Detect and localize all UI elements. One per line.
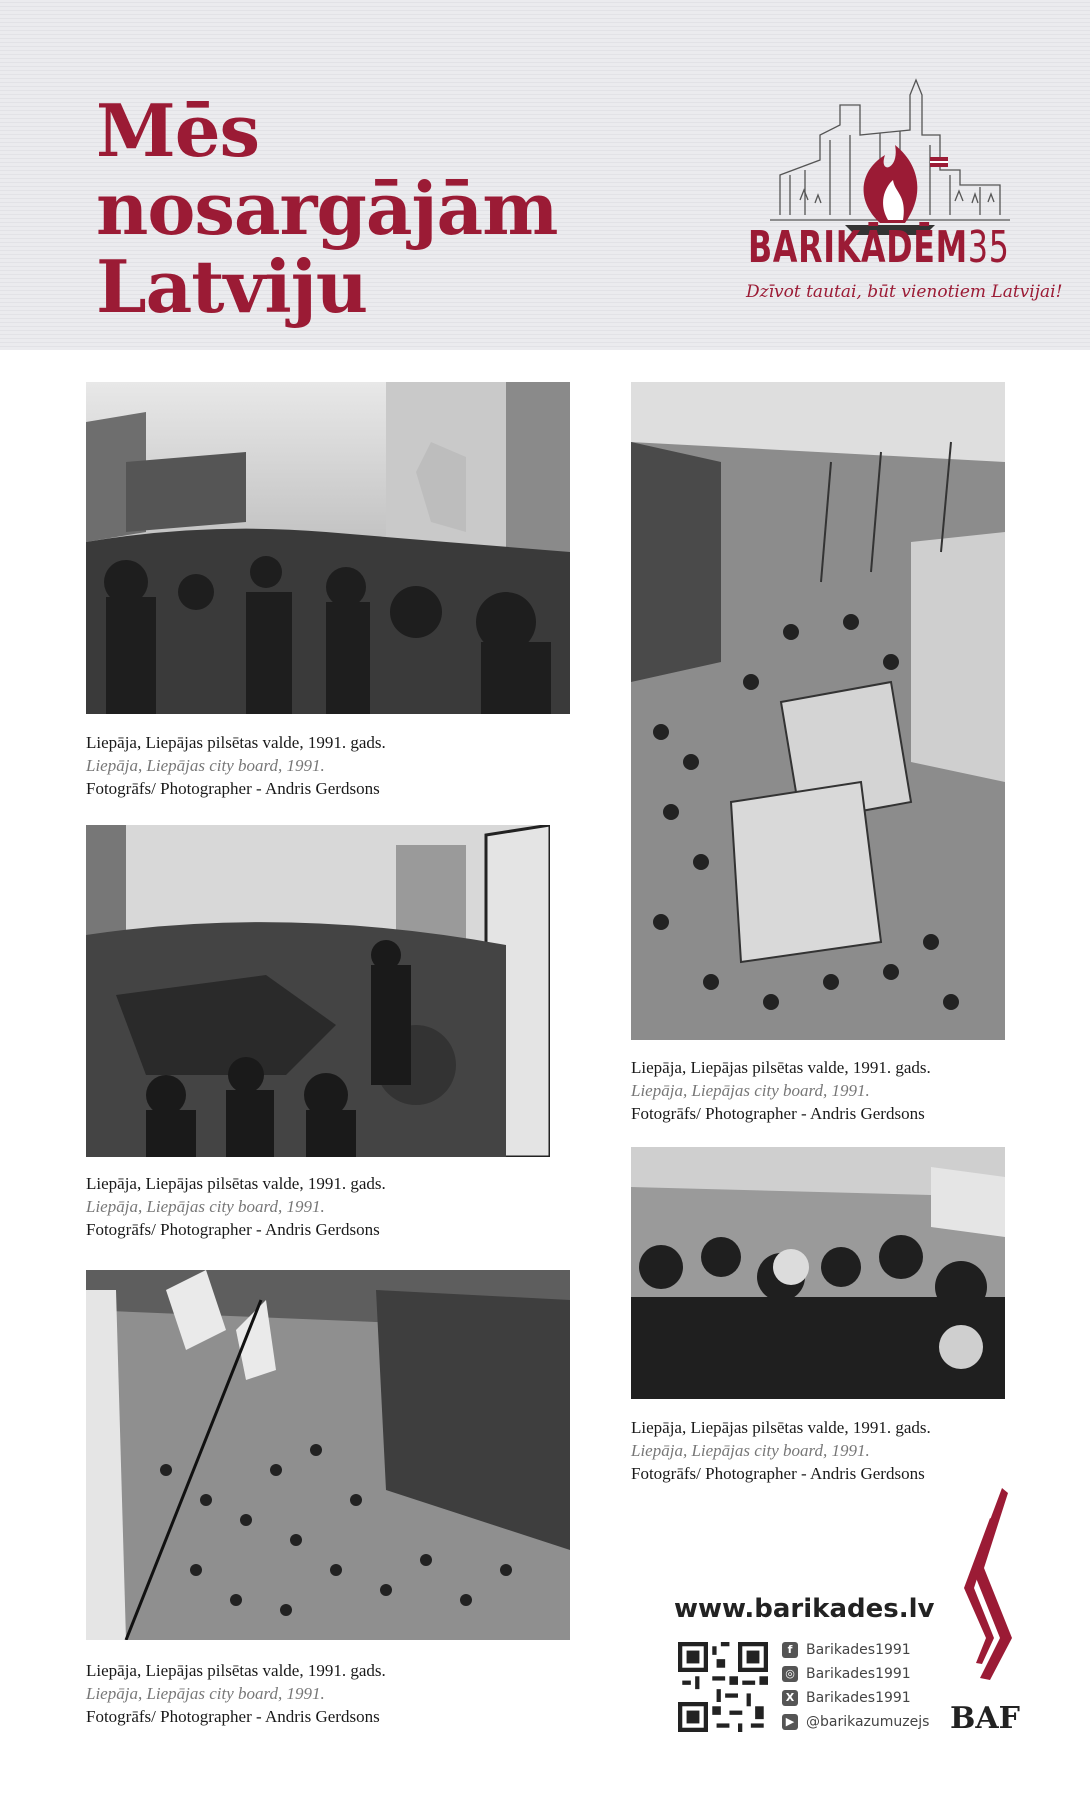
photo-caption: [86, 1659, 526, 1728]
photo-vehicles-crowd: [631, 382, 1005, 1040]
photographer-credit: Fotogrāfs/ Photographer - Andris Gerdsons: [86, 1220, 380, 1239]
youtube-icon: ▶: [782, 1714, 798, 1730]
header-banner: [0, 0, 1090, 350]
caption-en: Liepāja, Liepājas city board, 1991.: [86, 1684, 325, 1703]
title-line-1: Mēs: [96, 88, 260, 173]
logo-name: BARIKĀDĒM35: [748, 222, 1010, 273]
website-link[interactable]: www.barikades.lv: [674, 1594, 935, 1624]
caption-lv: Liepāja, Liepājas pilsētas valde, 1991. gads.: [86, 1174, 386, 1193]
facebook-icon: f: [782, 1642, 798, 1658]
caption-lv: Liepāja, Liepājas pilsētas valde, 1991. gads.: [631, 1058, 931, 1077]
caption-lv: Liepāja, Liepājas pilsētas valde, 1991. gads.: [631, 1418, 931, 1437]
title-line-2: nosargājām: [96, 166, 558, 251]
x-icon: X: [782, 1690, 798, 1706]
social-links: [782, 1638, 929, 1734]
photographer-credit: Fotogrāfs/ Photographer - Andris Gerdsons: [631, 1104, 925, 1123]
photo-tractor-crowd: [86, 825, 550, 1157]
photo-caption: [631, 1416, 1071, 1485]
photo-aerial-crowd: [86, 1270, 570, 1640]
photographer-credit: Fotogrāfs/ Photographer - Andris Gerdsons: [631, 1464, 925, 1483]
photo-crowd-street: [86, 382, 570, 714]
caption-en: Liepāja, Liepājas city board, 1991.: [86, 756, 325, 775]
page-title: [96, 88, 558, 329]
logo-motto: Dzīvot tautai, būt vienotiem Latvijai!: [746, 282, 1063, 302]
social-handle: Barikades1991: [806, 1666, 911, 1682]
qr-code[interactable]: [678, 1642, 768, 1732]
instagram-icon: ◎: [782, 1666, 798, 1682]
caption-lv: Liepāja, Liepājas pilsētas valde, 1991. gads.: [86, 1661, 386, 1680]
caption-lv: Liepāja, Liepājas pilsētas valde, 1991. gads.: [86, 733, 386, 752]
photographer-credit: Fotogrāfs/ Photographer - Andris Gerdsons: [86, 779, 380, 798]
photo-caption: [86, 731, 526, 800]
social-handle: Barikades1991: [806, 1690, 911, 1706]
social-youtube[interactable]: [782, 1710, 929, 1734]
title-line-3: Latviju: [96, 244, 368, 329]
baf-logo-text: BAF: [950, 1701, 1020, 1736]
social-facebook[interactable]: [782, 1638, 929, 1662]
photographer-credit: Fotogrāfs/ Photographer - Andris Gerdsons: [86, 1707, 380, 1726]
social-x[interactable]: [782, 1686, 929, 1710]
photo-caption: [631, 1056, 1071, 1125]
social-handle: Barikades1991: [806, 1642, 911, 1658]
photo-crowd-closeup: [631, 1147, 1005, 1399]
social-handle: @barikazumuzejs: [806, 1714, 930, 1730]
photo-caption: [86, 1172, 526, 1241]
caption-en: Liepāja, Liepājas city board, 1991.: [86, 1197, 325, 1216]
caption-en: Liepāja, Liepājas city board, 1991.: [631, 1081, 870, 1100]
social-instagram[interactable]: [782, 1662, 929, 1686]
baf-logo: [950, 1488, 1020, 1738]
caption-en: Liepāja, Liepājas city board, 1991.: [631, 1441, 870, 1460]
barikades-sketch-logo: [760, 75, 1020, 310]
